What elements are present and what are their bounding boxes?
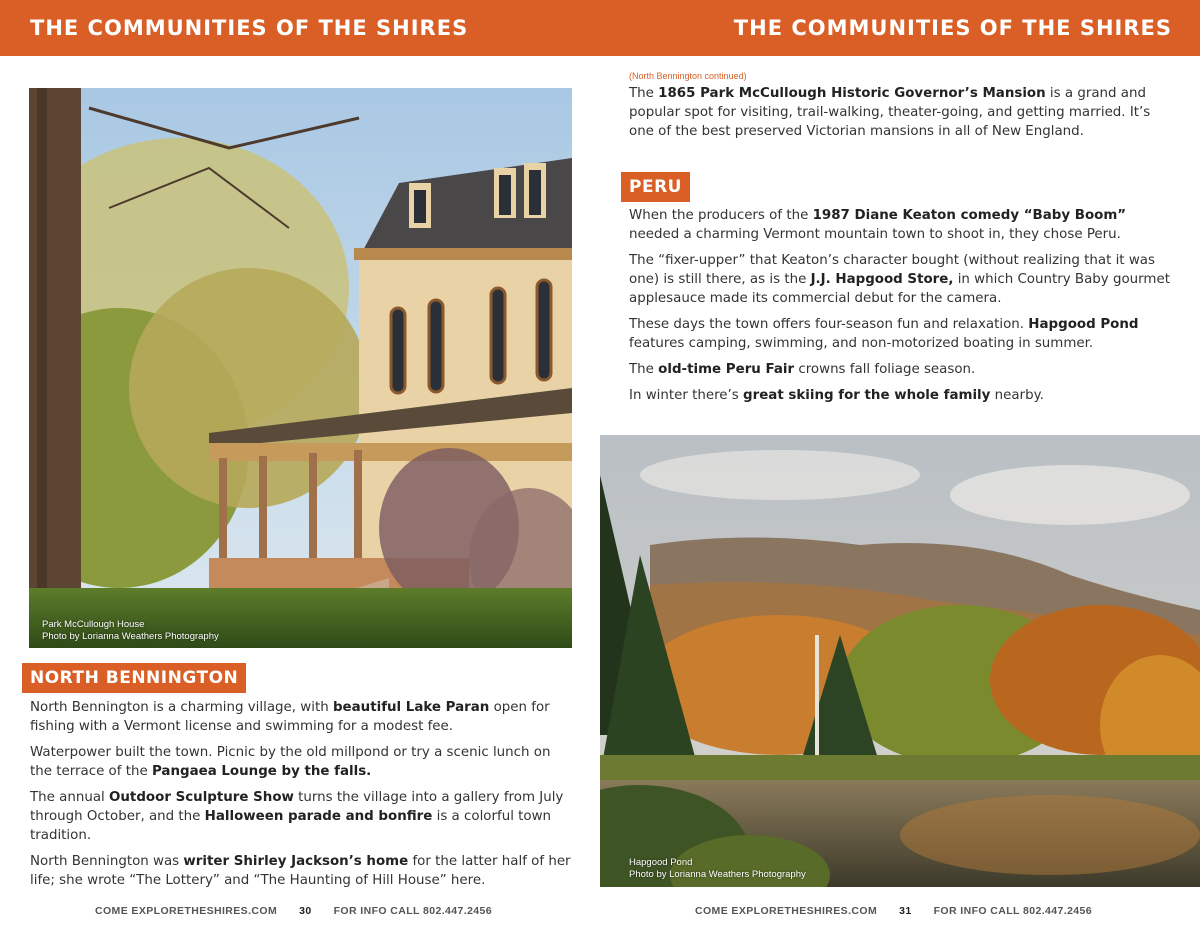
left-footer xyxy=(95,905,492,917)
north-bennington-text xyxy=(30,698,575,897)
caption-credit: Photo by Lorianna Weathers Photography xyxy=(629,869,806,880)
footer-phone: FOR INFO CALL 802.447.2456 xyxy=(933,905,1093,917)
hapgood-pond-photo xyxy=(600,435,1200,887)
park-mccullough-house-photo xyxy=(29,88,572,648)
paragraph: North Bennington is a charming village, with beautiful Lake Paran open for fishing with a Vermont license and swimming for a modest fee. xyxy=(30,700,550,734)
hapgood-pond-caption xyxy=(629,857,806,881)
paragraph: Waterpower built the town. Picnic by the old millpond or try a scenic lunch on the terrace of the Pangaea Lounge by the falls. xyxy=(30,745,551,779)
paragraph: North Bennington was writer Shirley Jackson’s home for the latter half of her life; she wrote “The Lottery” and “The Haunting of Hill House” here. xyxy=(30,854,571,888)
footer-site-link[interactable]: COME EXPLORETHESHIRES.COM xyxy=(95,905,278,917)
peru-text xyxy=(629,206,1174,412)
footer-site-link[interactable]: COME EXPLORETHESHIRES.COM xyxy=(695,905,878,917)
peru-heading: PERU xyxy=(621,172,690,202)
paragraph: When the producers of the 1987 Diane Keaton comedy “Baby Boom” needed a charming Vermont mountain town to shoot in, they chose Peru. xyxy=(629,208,1127,242)
paragraph: The “fixer-upper” that Keaton’s character bought (without realizing that it was one) is still there, as is the J.J. Hapgood Store, in which Country Baby gourmet applesauce made its commercial debut for the camera. xyxy=(629,253,1170,306)
page-number: 30 xyxy=(299,905,312,917)
paragraph: These days the town offers four-season fun and relaxation. Hapgood Pond features camping, swimming, and non-motorized boating in summer. xyxy=(629,317,1139,351)
north-bennington-heading: NORTH BENNINGTON xyxy=(22,663,246,693)
park-mccullough-caption xyxy=(42,619,219,643)
mansion-intro xyxy=(629,84,1174,148)
left-page-header: THE COMMUNITIES OF THE SHIRES xyxy=(0,0,600,56)
continued-note: (North Bennington continued) xyxy=(629,71,747,81)
paragraph: In winter there’s great skiing for the whole family nearby. xyxy=(629,388,1044,403)
page-number: 31 xyxy=(899,905,912,917)
caption-title: Park McCullough House xyxy=(42,619,145,630)
footer-phone: FOR INFO CALL 802.447.2456 xyxy=(333,905,493,917)
paragraph: The old-time Peru Fair crowns fall foliage season. xyxy=(629,362,976,377)
right-footer xyxy=(695,905,1092,917)
paragraph: The annual Outdoor Sculpture Show turns the village into a gallery from July through October, and the Halloween parade and bonfire is a colorful town tradition. xyxy=(30,790,564,843)
caption-title: Hapgood Pond xyxy=(629,857,693,868)
right-page-header: THE COMMUNITIES OF THE SHIRES xyxy=(600,0,1200,56)
paragraph: The 1865 Park McCullough Historic Governor’s Mansion is a grand and popular spot for visiting, trail-walking, theater-going, and getting married. It’s one of the best preserved Victorian mansions in all of New England. xyxy=(629,86,1151,139)
caption-credit: Photo by Lorianna Weathers Photography xyxy=(42,631,219,642)
